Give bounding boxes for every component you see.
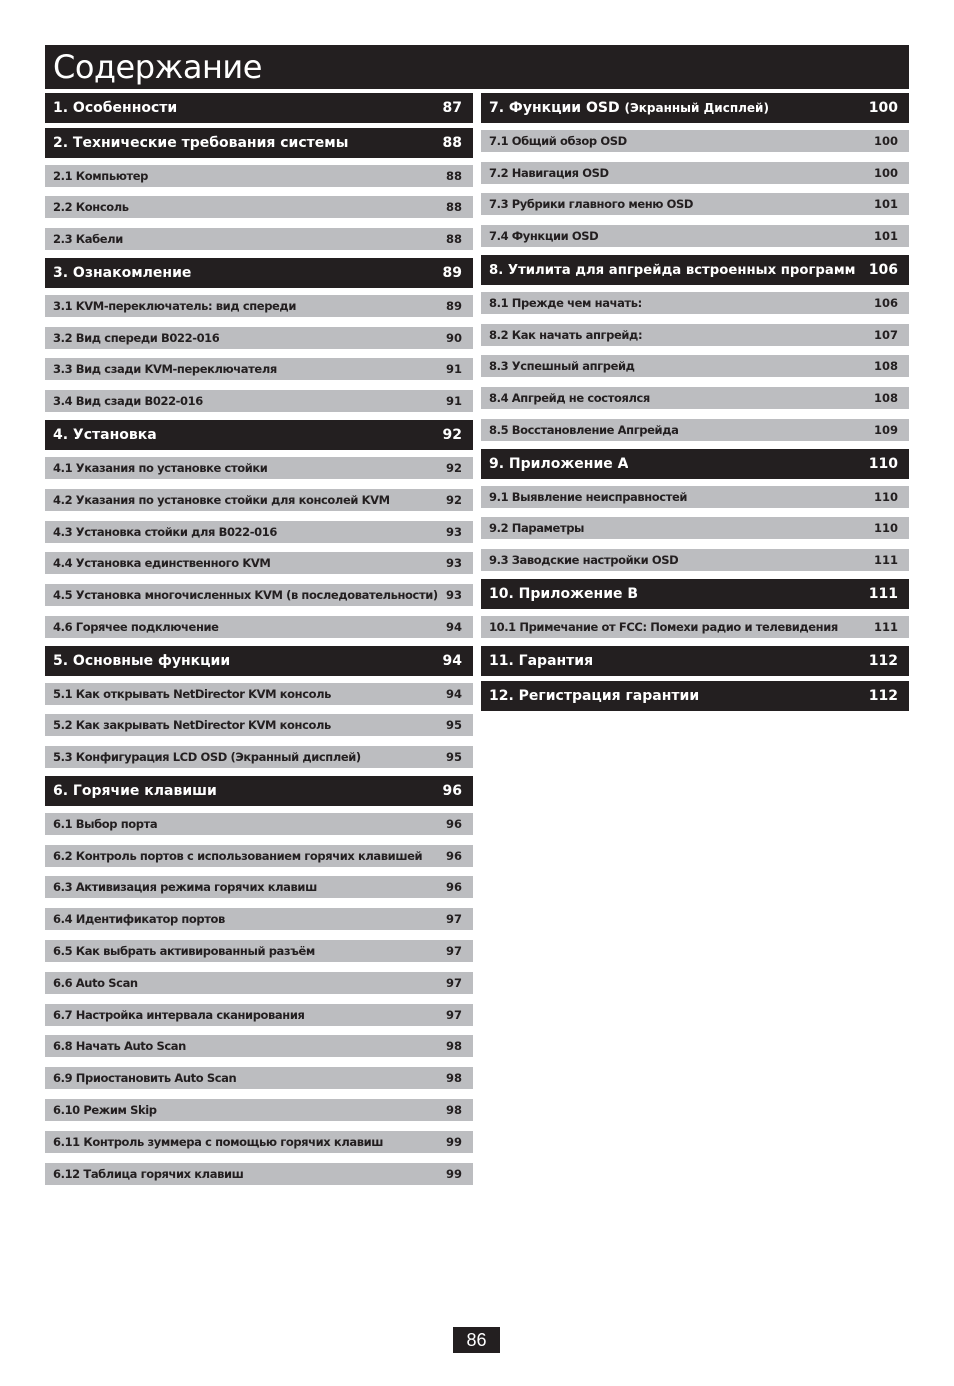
toc-entry-label <box>489 553 678 567</box>
toc-entry-text: 2.3 Кабели <box>53 232 123 246</box>
toc-section-row[interactable] <box>481 646 909 676</box>
toc-page-number: 110 <box>868 456 898 472</box>
toc-page-number: 90 <box>445 331 462 345</box>
toc-page-number: 106 <box>873 296 898 310</box>
toc-page-number: 88 <box>442 135 462 151</box>
toc-page-number: 101 <box>873 229 898 243</box>
toc-entry-text: 6.2 Контроль портов с использованием горячих клавишей <box>53 849 423 863</box>
toc-entry-text: 6.12 Таблица горячих клавиш <box>53 1167 244 1181</box>
toc-subsection-row[interactable] <box>481 324 909 346</box>
toc-subsection-row[interactable] <box>45 876 473 898</box>
toc-subsection-row[interactable] <box>45 457 473 479</box>
toc-entry-text: 3.4 Вид сзади B022-016 <box>53 394 203 408</box>
toc-section-row[interactable] <box>481 449 909 479</box>
toc-entry-label <box>53 331 219 345</box>
toc-subsection-row[interactable] <box>45 683 473 705</box>
toc-subsection-row[interactable] <box>45 1099 473 1121</box>
toc-entry-label <box>53 1039 186 1053</box>
toc-subsection-row[interactable] <box>45 714 473 736</box>
toc-entry-text: 5.1 Как открывать NetDirector KVM консоль <box>53 687 332 701</box>
toc-entry-text: 4. Установка <box>53 427 157 443</box>
toc-entry-text: 3. Ознакомление <box>53 265 192 281</box>
toc-entry-label <box>53 394 203 408</box>
toc-entry-text: 1. Особенности <box>53 100 178 116</box>
toc-page-number: 99 <box>445 1135 462 1149</box>
toc-entry-label <box>489 391 650 405</box>
toc-entry-text: 2.2 Консоль <box>53 200 129 214</box>
toc-entry-text: 4.2 Указания по установке стойки для консолей KVM <box>53 493 390 507</box>
toc-entry-text: 7.3 Рубрики главного меню OSD <box>489 197 694 211</box>
toc-entry-label <box>53 493 390 507</box>
toc-subsection-row[interactable] <box>45 165 473 187</box>
toc-page-number: 92 <box>442 427 462 443</box>
toc-section-row[interactable] <box>45 420 473 450</box>
toc-page-number: 100 <box>868 100 898 116</box>
toc-subsection-row[interactable] <box>481 225 909 247</box>
toc-entry-text: 2.1 Компьютер <box>53 169 148 183</box>
toc-page-number: 97 <box>445 1008 462 1022</box>
toc-subsection-row[interactable] <box>45 489 473 511</box>
toc-entry-label <box>53 653 230 669</box>
toc-subsection-row[interactable] <box>45 584 473 606</box>
toc-entry-label <box>53 588 438 602</box>
toc-entry-text: 10.1 Примечание от FCC: Помехи радио и телевидения <box>489 620 838 634</box>
toc-page-number: 106 <box>868 262 898 278</box>
toc-entry-label <box>53 1008 304 1022</box>
toc-title-bar <box>45 45 909 89</box>
toc-page-number: 95 <box>445 750 462 764</box>
toc-entry-text: 8.5 Восстановление Апгрейда <box>489 423 679 437</box>
toc-subsection-row[interactable] <box>45 295 473 317</box>
toc-page-number: 97 <box>445 944 462 958</box>
toc-subsection-row[interactable] <box>481 193 909 215</box>
toc-page-number: 98 <box>445 1039 462 1053</box>
toc-entry-text: 6.1 Выбор порта <box>53 817 158 831</box>
toc-entry-text: 9. Приложение A <box>489 456 629 472</box>
toc-subsection-row[interactable] <box>45 908 473 930</box>
toc-entry-label <box>53 944 315 958</box>
toc-page-number: 94 <box>442 653 462 669</box>
toc-section-row[interactable] <box>481 93 909 123</box>
toc-subsection-row[interactable] <box>481 387 909 409</box>
toc-entry-label <box>53 265 191 281</box>
toc-subsection-row[interactable] <box>481 419 909 441</box>
toc-subsection-row[interactable] <box>45 813 473 835</box>
toc-subsection-row[interactable] <box>45 972 473 994</box>
toc-page-number: 112 <box>868 688 898 704</box>
toc-subsection-row[interactable] <box>45 1131 473 1153</box>
toc-page-number: 108 <box>873 391 898 405</box>
toc-section-row[interactable] <box>481 681 909 711</box>
toc-entry-text: 3.2 Вид спереди B022-016 <box>53 331 220 345</box>
toc-entry-text: 9.2 Параметры <box>489 521 585 535</box>
toc-page-number: 98 <box>445 1103 462 1117</box>
toc-entry-label <box>489 328 642 342</box>
page-title: Содержание <box>53 48 262 86</box>
toc-page-number: 112 <box>868 653 898 669</box>
toc-entry-label <box>489 586 638 602</box>
toc-entry-label <box>489 359 635 373</box>
toc-entry-label <box>53 100 177 116</box>
toc-entry-label <box>53 687 331 701</box>
toc-entry-text: 6.11 Контроль зуммера с помощью горячих клавиш <box>53 1135 384 1149</box>
toc-entry-label <box>53 1167 243 1181</box>
toc-entry-text: 8.2 Как начать апгрейд: <box>489 328 643 342</box>
toc-entry-label <box>489 263 856 278</box>
toc-page-number: 89 <box>442 265 462 281</box>
toc-subsection-row[interactable] <box>481 486 909 508</box>
toc-subsection-row[interactable] <box>45 1163 473 1185</box>
toc-entry-label <box>489 100 769 116</box>
toc-entry-text: 8.1 Прежде чем начать: <box>489 296 642 310</box>
toc-entry-label <box>489 197 693 211</box>
toc-entry-text: 2. Технические требования системы <box>53 135 349 151</box>
toc-entry-text: 4.6 Горячее подключение <box>53 620 219 634</box>
toc-entry-text: 6.7 Настройка интервала сканирования <box>53 1008 305 1022</box>
toc-page-number: 99 <box>445 1167 462 1181</box>
toc-entry-text: 7.1 Общий обзор OSD <box>489 134 627 148</box>
toc-entry-label <box>53 1135 383 1149</box>
toc-page-number: 100 <box>873 166 898 180</box>
toc-entry-label <box>53 200 129 214</box>
toc-entry-label <box>53 525 277 539</box>
toc-page-number: 111 <box>873 620 898 634</box>
toc-entry-text: 4.5 Установка многочисленных KVM (в последовательности) <box>53 588 438 602</box>
toc-entry-label <box>489 521 584 535</box>
toc-section-row[interactable] <box>45 93 473 123</box>
toc-entry-label <box>53 461 267 475</box>
toc-subsection-row[interactable] <box>481 355 909 377</box>
toc-page-number: 97 <box>445 976 462 990</box>
toc-entry-text: 10. Приложение B <box>489 586 639 602</box>
toc-entry-label <box>489 653 593 669</box>
toc-page-number: 109 <box>873 423 898 437</box>
toc-entry-label <box>489 620 838 634</box>
toc-entry-label <box>489 229 598 243</box>
toc-subsection-row[interactable] <box>45 196 473 218</box>
toc-subsection-row[interactable] <box>45 1067 473 1089</box>
toc-entry-label <box>53 135 348 151</box>
toc-entry-label <box>53 427 157 443</box>
toc-entry-text: 7.4 Функции OSD <box>489 229 599 243</box>
toc-page-number: 92 <box>445 493 462 507</box>
toc-entry-text: 9.1 Выявление неисправностей <box>489 490 688 504</box>
toc-page-number: 94 <box>445 620 462 634</box>
toc-page-number: 93 <box>445 525 462 539</box>
toc-page-number: 93 <box>445 556 462 570</box>
toc-page-number: 110 <box>873 490 898 504</box>
toc-subsection-row[interactable] <box>481 616 909 638</box>
toc-page-number: 111 <box>873 553 898 567</box>
toc-page-number: 98 <box>445 1071 462 1085</box>
toc-entry-label <box>53 750 361 764</box>
toc-entry-label <box>53 362 277 376</box>
toc-subsection-row[interactable] <box>45 1035 473 1057</box>
toc-subsection-row[interactable] <box>481 292 909 314</box>
toc-subsection-row[interactable] <box>45 845 473 867</box>
toc-entry-text: 6.3 Активизация режима горячих клавиш <box>53 880 317 894</box>
toc-page-number: 100 <box>873 134 898 148</box>
toc-entry-text: 11. Гарантия <box>489 653 594 669</box>
toc-page-number: 110 <box>873 521 898 535</box>
toc-entry-text: 12. Регистрация гарантии <box>489 688 700 704</box>
toc-entry-text: 6.9 Приостановить Auto Scan <box>53 1071 237 1085</box>
toc-section-row[interactable] <box>481 255 909 285</box>
toc-section-row[interactable] <box>45 646 473 676</box>
toc-subsection-row[interactable] <box>481 549 909 571</box>
toc-entry-text: 3.1 KVM-переключатель: вид спереди <box>53 299 296 313</box>
toc-entry-label <box>53 299 296 313</box>
toc-section-row[interactable] <box>45 258 473 288</box>
toc-subsection-row[interactable] <box>45 1004 473 1026</box>
toc-entry-text: 3.3 Вид сзади KVM-переключателя <box>53 362 277 376</box>
toc-page-number: 95 <box>445 718 462 732</box>
toc-page-number: 96 <box>445 849 462 863</box>
toc-subsection-row[interactable] <box>45 327 473 349</box>
toc-page-number: 111 <box>868 586 898 602</box>
toc-entry-text: 8.3 Успешный апгрейд <box>489 359 635 373</box>
toc-entry-label <box>53 912 225 926</box>
toc-entry-text: 4.3 Установка стойки для B022-016 <box>53 525 277 539</box>
toc-entry-label <box>489 296 642 310</box>
toc-entry-label <box>53 232 123 246</box>
toc-section-row[interactable] <box>45 776 473 806</box>
toc-subsection-row[interactable] <box>45 521 473 543</box>
toc-page-number: 97 <box>445 912 462 926</box>
toc-page-number: 108 <box>873 359 898 373</box>
toc-subsection-row[interactable] <box>481 517 909 539</box>
toc-entry-text: 9.3 Заводские настройки OSD <box>489 553 679 567</box>
toc-page-number: 88 <box>445 232 462 246</box>
toc-entry-label <box>53 817 157 831</box>
toc-entry-text: 5. Основные функции <box>53 653 231 669</box>
toc-entry-label <box>53 718 331 732</box>
toc-entry-label <box>53 880 317 894</box>
toc-entry-text: 5.2 Как закрывать NetDirector KVM консоль <box>53 718 331 732</box>
toc-page-number: 96 <box>445 817 462 831</box>
toc-entry-label <box>53 976 138 990</box>
toc-subsection-row[interactable] <box>45 616 473 638</box>
toc-subsection-row[interactable] <box>481 130 909 152</box>
toc-page-number: 91 <box>445 394 462 408</box>
toc-entry-label <box>53 783 217 799</box>
toc-page-number: 96 <box>445 880 462 894</box>
toc-page-number: 88 <box>445 200 462 214</box>
toc-entry-label <box>53 556 270 570</box>
toc-entry-label <box>489 688 699 704</box>
toc-subsection-row[interactable] <box>481 162 909 184</box>
toc-entry-text: 7. Функции OSD <box>489 100 620 116</box>
toc-entry-text: 6.10 Режим Skip <box>53 1103 157 1117</box>
toc-entry-text: 6.4 Идентификатор портов <box>53 912 225 926</box>
toc-section-row[interactable] <box>45 128 473 158</box>
toc-entry-label <box>53 169 148 183</box>
toc-page-number: 92 <box>445 461 462 475</box>
toc-entry-text: 8. Утилита для апгрейда встроенных программ <box>489 262 856 278</box>
toc-entry-label <box>489 134 627 148</box>
toc-entry-text: 6.8 Начать Auto Scan <box>53 1039 186 1053</box>
toc-entry-text: 5.3 Конфигурация LCD OSD (Экранный дисплей) <box>53 750 361 764</box>
toc-entry-label <box>489 456 628 472</box>
toc-entry-label <box>489 423 678 437</box>
toc-entry-text: 4.4 Установка единственного KVM <box>53 556 271 570</box>
toc-entry-label <box>489 490 687 504</box>
toc-subsection-row[interactable] <box>45 228 473 250</box>
toc-page-number: 91 <box>445 362 462 376</box>
toc-entry-label <box>53 620 219 634</box>
toc-subsection-row[interactable] <box>45 390 473 412</box>
toc-entry-label <box>53 1071 236 1085</box>
toc-entry-text: 4.1 Указания по установке стойки <box>53 461 268 475</box>
toc-page-number: 101 <box>873 197 898 211</box>
page-number: 86 <box>453 1327 500 1353</box>
toc-page-number: 94 <box>445 687 462 701</box>
toc-entry-suffix: (Экранный Дисплей) <box>624 101 769 115</box>
toc-entry-label <box>53 849 422 863</box>
toc-subsection-row[interactable] <box>45 940 473 962</box>
toc-page-number: 96 <box>442 783 462 799</box>
toc-page-number: 93 <box>445 588 462 602</box>
toc-entry-label <box>53 1103 157 1117</box>
toc-entry-text: 8.4 Апгрейд не состоялся <box>489 391 650 405</box>
toc-page-number: 87 <box>442 100 462 116</box>
toc-subsection-row[interactable] <box>45 746 473 768</box>
toc-entry-text: 6.5 Как выбрать активированный разъём <box>53 944 315 958</box>
toc-entry-text: 6.6 Auto Scan <box>53 976 138 990</box>
toc-subsection-row[interactable] <box>45 358 473 380</box>
toc-entry-label <box>489 166 609 180</box>
toc-entry-text: 7.2 Навигация OSD <box>489 166 609 180</box>
toc-section-row[interactable] <box>481 579 909 609</box>
toc-page-number: 89 <box>445 299 462 313</box>
toc-entry-text: 6. Горячие клавиши <box>53 783 217 799</box>
toc-subsection-row[interactable] <box>45 552 473 574</box>
toc-page-number: 107 <box>873 328 898 342</box>
toc-page-number: 88 <box>445 169 462 183</box>
